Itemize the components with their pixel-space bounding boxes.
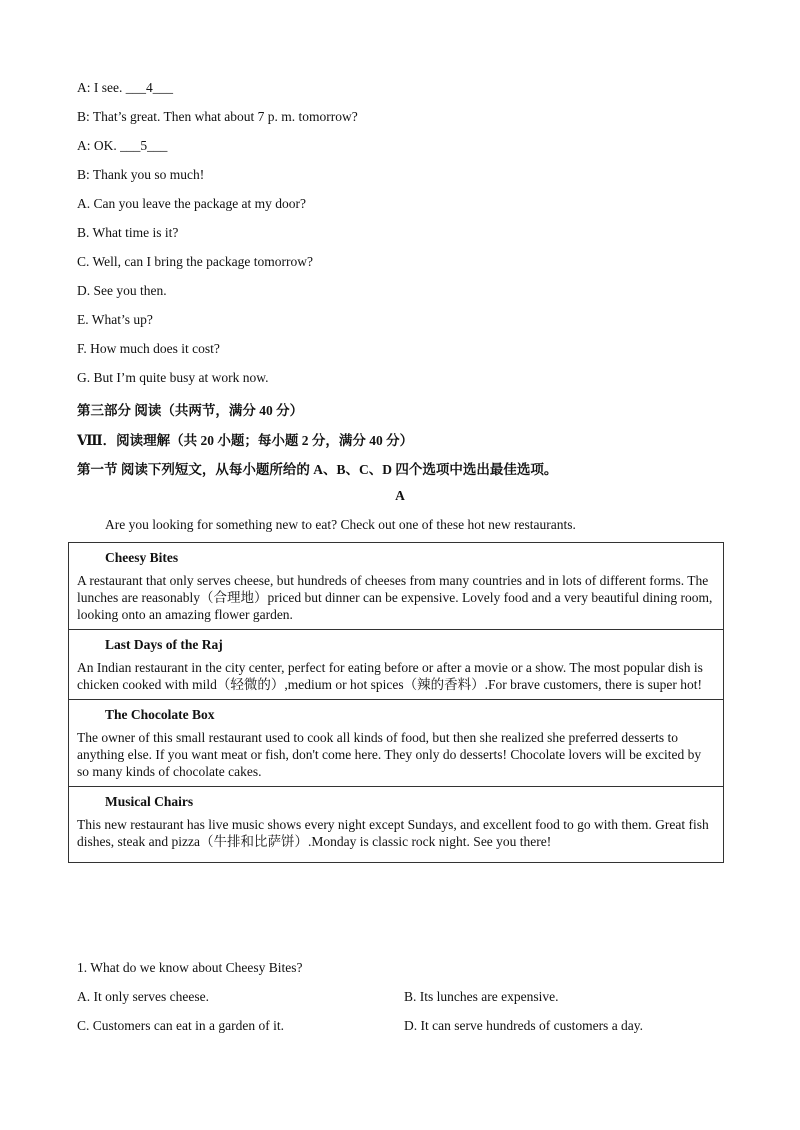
section1-heading: 第一节 阅读下列短文，从每小题所给的 A、B、C、D 四个选项中选出最佳选项。: [77, 462, 558, 477]
restaurant-cell: [69, 787, 724, 863]
dialogue-option: B. What time is it?: [77, 225, 179, 240]
dialogue-option: C. Well, can I bring the package tomorrow?: [77, 254, 313, 269]
restaurant-row: [69, 787, 724, 863]
restaurant-cell: [69, 700, 724, 787]
answer-option-b: B. Its lunches are expensive.: [404, 989, 559, 1004]
dialogue-option: D. See you then.: [77, 283, 167, 298]
part3-heading: 第三部分 阅读（共两节，满分 40 分）: [77, 403, 304, 418]
restaurant-description: This new restaurant has live music shows every night except Sundays, and excellent food to go with them. Great fish dishes, steak and pizza（牛排和比萨饼）.Monday is classic rock night. See you there!: [77, 817, 709, 849]
restaurant-row: [69, 700, 724, 787]
dialogue-line: A: I see. ___4___: [77, 80, 173, 95]
restaurant-name: Musical Chairs: [105, 794, 194, 809]
dialogue-line: B: That’s great. Then what about 7 p. m. tomorrow?: [77, 109, 358, 124]
restaurant-name: Last Days of the Raj: [105, 637, 223, 652]
dialogue-option: G. But I’m quite busy at work now.: [77, 370, 269, 385]
restaurant-table: [68, 542, 724, 863]
dialogue-line: A: OK. ___5___: [77, 138, 168, 153]
restaurant-row: [69, 630, 724, 700]
question-stem: 1. What do we know about Cheesy Bites?: [77, 960, 303, 975]
restaurant-name: Cheesy Bites: [105, 550, 179, 565]
passage-label: A: [395, 488, 405, 503]
restaurant-name: The Chocolate Box: [105, 707, 215, 722]
answer-option-c: C. Customers can eat in a garden of it.: [77, 1018, 284, 1033]
restaurant-description: A restaurant that only serves cheese, but hundreds of cheeses from many countries and in lots of different forms. The lunches are reasonably（合理地）priced but dinner can be expensive. Lovely food and a very beautiful dining room, looking onto an amazing flower garden.: [77, 573, 713, 622]
dialogue-option: E. What’s up?: [77, 312, 153, 327]
restaurant-description: The owner of this small restaurant used to cook all kinds of food, but then she realized she preferred desserts to anything else. If you want meat or fish, don't come here. They only do desserts! Chocolate lovers will be excited by so many kinds of chocolate cakes.: [77, 730, 702, 779]
dialogue-line: B: Thank you so much!: [77, 167, 205, 182]
answer-option-a: A. It only serves cheese.: [77, 989, 209, 1004]
section8-heading: Ⅷ．阅读理解（共 20 小题；每小题 2 分，满分 40 分）: [77, 433, 414, 448]
restaurant-cell: [69, 630, 724, 700]
passage-intro: Are you looking for something new to eat? Check out one of these hot new restaurants.: [105, 517, 576, 532]
dialogue-option: F. How much does it cost?: [77, 341, 220, 356]
answer-option-d: D. It can serve hundreds of customers a day.: [404, 1018, 644, 1033]
restaurant-row: [69, 543, 724, 630]
dialogue-option: A. Can you leave the package at my door?: [77, 196, 307, 211]
restaurant-description: An Indian restaurant in the city center, perfect for eating before or after a movie or a show. The most popular dish is chicken cooked with mild（轻微的）,medium or hot spices（辣的香料）.For brave customers, there is super hot!: [77, 660, 703, 692]
restaurant-cell: [69, 543, 724, 630]
